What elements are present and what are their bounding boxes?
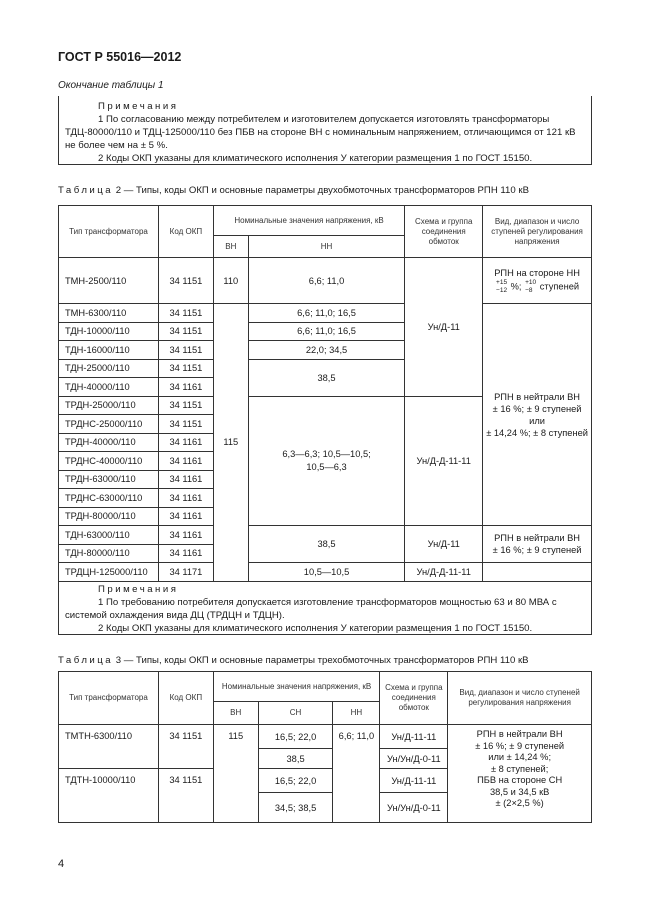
table-row-type: ТДН-25000/110 (59, 359, 159, 378)
regulation-value-3: РПН в нейтрали ВН ± 16 %; ± 9 ступеней (483, 526, 592, 563)
table-row-code: 34 1151 (158, 304, 213, 323)
regulation-value: РПН в нейтрали ВН ± 16 %; ± 9 ступеней или ± 14,24 %; ± 8 ступеней; ПБВ на стороне СН 38,5 и 34,5 кВ ± (2×2,5 %) (448, 725, 592, 823)
scheme-value: Ун/Ун/Д-0-11 (380, 793, 448, 823)
notes-table-2 (58, 580, 592, 635)
nn-value: 6,3—6,3; 10,5—10,5; 10,5—6,3 (248, 396, 405, 526)
header-code: Код ОКП (158, 206, 213, 258)
table-row-type: ТРДНС-40000/110 (59, 452, 159, 471)
scheme-value: Ун/Д-11-11 (380, 725, 448, 749)
vn-value: 115 (213, 725, 258, 823)
header-scheme: Схема и группа соединения обмоток (405, 206, 483, 258)
table-row-type: ТРДН-40000/110 (59, 433, 159, 452)
scheme-value: Ун/Д-Д-11-11 (405, 396, 483, 526)
header-regulation: Вид, диапазон и число ступеней регулирования напряжения (483, 206, 592, 258)
table-row-type: ТДН-16000/110 (59, 341, 159, 360)
sn-value: 38,5 (258, 749, 333, 769)
regulation-value-2: РПН в нейтрали ВН ± 16 %; ± 9 ступеней или ± 14,24 %; ± 8 ступеней (483, 304, 592, 526)
table-2-caption: Таблица 2 — Типы, коды ОКП и основные параметры двухобмоточных трансформаторов РПН 110 кВ (58, 185, 529, 196)
table-row-type: ТМТН-6300/110 (59, 725, 159, 769)
table-3 (58, 671, 592, 823)
table-row-type: ТДН-10000/110 (59, 322, 159, 341)
header-nn: НН (248, 236, 405, 258)
nn-value: 38,5 (248, 526, 405, 563)
table-row-type: ТДН-80000/110 (59, 544, 159, 563)
nn-value: 22,0; 34,5 (248, 341, 405, 360)
table-row-type: ТМН-2500/110 (59, 258, 159, 304)
table-row-code: 34 1161 (158, 378, 213, 397)
page-number: 4 (58, 858, 65, 870)
notes-title: Примечания (98, 101, 179, 112)
nn-value: 38,5 (248, 359, 405, 396)
table-continuation-label: Окончание таблицы 1 (58, 80, 164, 91)
header-nominal-voltage: Номинальные значения напряжения, кВ (213, 206, 404, 236)
table-row-code: 34 1151 (158, 359, 213, 378)
nn-value: 6,6; 11,0; 16,5 (248, 322, 405, 341)
header-scheme: Схема и группа соединения обмоток (380, 672, 448, 725)
table-row-type: ТРДН-63000/110 (59, 470, 159, 489)
header-nominal-voltage: Номинальные значения напряжения, кВ (213, 672, 380, 702)
notes-title: Примечания (98, 584, 179, 595)
table-row-code: 34 1161 (158, 433, 213, 452)
table-row-code: 34 1161 (158, 489, 213, 508)
table-row-code: 34 1151 (158, 396, 213, 415)
scheme-value: Ун/Ун/Д-0-11 (380, 749, 448, 769)
table-row-code: 34 1161 (158, 452, 213, 471)
scheme-value: Ун/Д-11-11 (380, 769, 448, 793)
nn-value: 6,6; 11,0; 16,5 (248, 304, 405, 323)
table-row-type: ТРДНС-63000/110 (59, 489, 159, 508)
table-row-code: 34 1161 (158, 470, 213, 489)
nn-value: 6,6; 11,0 (333, 725, 380, 823)
table-row-code: 34 1161 (158, 507, 213, 526)
table-row-type: ТРДН-25000/110 (59, 396, 159, 415)
nn-value: 10,5—10,5 (248, 563, 405, 582)
header-sn: СН (258, 702, 333, 725)
table-row-code: 34 1161 (158, 544, 213, 563)
table-row-type: ТМН-6300/110 (59, 304, 159, 323)
sn-value: 34,5; 38,5 (258, 793, 333, 823)
table-row-code: 34 1151 (158, 415, 213, 434)
regulation-value-1: РПН на стороне НН +15 −12 %; +10 −8 ступеней (483, 258, 592, 304)
sn-value: 16,5; 22,0 (258, 769, 333, 793)
table-row-type: ТДН-63000/110 (59, 526, 159, 545)
vn-value: 110 (213, 258, 248, 304)
header-regulation: Вид, диапазон и число ступеней регулирования напряжения (448, 672, 592, 725)
table-row-type: ТДН-40000/110 (59, 378, 159, 397)
note-item: 2 Коды ОКП указаны для климатического исполнения У категории размещения 1 по ГОСТ 15150. (98, 153, 533, 164)
table-row-code: 34 1151 (158, 769, 213, 823)
table-3-caption: Таблица 3 — Типы, коды ОКП и основные параметры трехобмоточных трансформаторов РПН 110 кВ (58, 655, 529, 666)
header-vn: ВН (213, 702, 258, 725)
header-type: Тип трансформатора (59, 206, 159, 258)
table-row-code: 34 1151 (158, 341, 213, 360)
scheme-value: Ун/Д-11 (405, 258, 483, 397)
table-row-code: 34 1151 (158, 322, 213, 341)
note-item: 1 По согласованию между потребителем и изготовителем допускается изготовлять трансформаторы ТДЦ-80000/110 и ТДЦ-125000/110 без ПБВ на стороне ВН с номинальным напряжением, отличающимся от 121 кВ не более чем на ± 5 %. (65, 114, 576, 151)
table-row-type: ТРДЦН-125000/110 (59, 563, 159, 582)
vn-value: 115 (213, 304, 248, 582)
header-code: Код ОКП (158, 672, 213, 725)
table-row-type: ТРДНС-25000/110 (59, 415, 159, 434)
header-type: Тип трансформатора (59, 672, 159, 725)
header-vn: ВН (213, 236, 248, 258)
scheme-value: Ун/Д-Д-11-11 (405, 563, 483, 582)
notes-table-1 (58, 96, 592, 165)
note-item: 1 По требованию потребителя допускается изготовление трансформаторов мощностью 63 и 80 МВА с системой охлаждения вида ДЦ (ТРДЦН и ТДЦН). (65, 597, 557, 621)
nn-value: 6,6; 11,0 (248, 258, 405, 304)
note-item: 2 Коды ОКП указаны для климатического исполнения У категории размещения 1 по ГОСТ 15150. (98, 623, 533, 634)
table-row-type: ТДТН-10000/110 (59, 769, 159, 823)
table-row-code: 34 1151 (158, 725, 213, 769)
table-row-code: 34 1171 (158, 563, 213, 582)
table-row-code: 34 1151 (158, 258, 213, 304)
header-nn: НН (333, 702, 380, 725)
sn-value: 16,5; 22,0 (258, 725, 333, 749)
table-2 (58, 205, 592, 582)
document-header: ГОСТ Р 55016—2012 (58, 50, 182, 64)
scheme-value: Ун/Д-11 (405, 526, 483, 563)
table-row-code: 34 1161 (158, 526, 213, 545)
table-row-type: ТРДН-80000/110 (59, 507, 159, 526)
